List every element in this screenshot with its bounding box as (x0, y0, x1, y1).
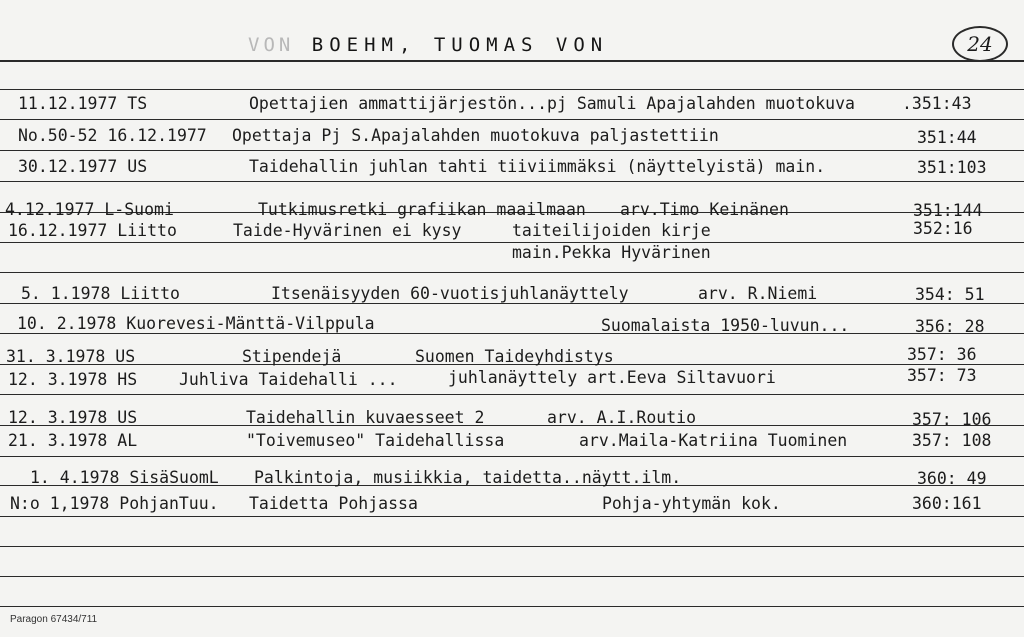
entry-extra-2: main.Pekka Hyvärinen (512, 243, 711, 262)
entry-extra: arv. R.Niemi (698, 284, 818, 303)
card-footer: Paragon 67434/711 (10, 614, 98, 625)
entry-date: No.50-52 16.12.1977 (18, 126, 207, 145)
entry-ref: 354: 51 (915, 285, 985, 304)
rule-line (0, 150, 1024, 151)
entry-ref: 357: 106 (912, 410, 992, 429)
entry-ref: .351:43 (902, 94, 972, 113)
entry-ref: 360: 49 (917, 469, 987, 488)
entry-extra: Pohja-yhtymän kok. (602, 494, 781, 513)
rule-line (0, 576, 1024, 577)
card-title (248, 34, 608, 56)
entry-date: 4.12.1977 L-Suomi (5, 200, 174, 219)
entry-ref: 351:44 (917, 128, 977, 147)
entry-text: Taidetta Pohjassa (249, 494, 418, 513)
title-name: BOEHM, TUOMAS VON (311, 34, 609, 56)
entry-ref: 351:144 (913, 201, 983, 220)
entry-extra: taiteilijoiden kirje (512, 221, 711, 240)
entry-date: 12. 3.1978 HS (8, 370, 138, 389)
entry-date: 10. 2.1978 Kuorevesi-Mänttä-Vilppula (17, 314, 375, 333)
entry-text: Opettaja Pj S.Apajalahden muotokuva paljastettiin (232, 126, 719, 145)
page-number-circle: 24 (952, 26, 1008, 62)
entry-text: Opettajien ammattijärjestön...pj Samuli Apajalahden muotokuva (249, 94, 855, 113)
entry-extra: arv. A.I.Routio (547, 408, 697, 427)
entry-date: N:o 1,1978 PohjanTuu. (10, 494, 219, 513)
entry-text: Taide-Hyvärinen ei kysy (233, 221, 462, 240)
rule-line (0, 456, 1024, 457)
entry-text: Juhliva Taidehalli ... (179, 370, 398, 389)
rule-line (0, 606, 1024, 607)
entry-ref: 351:103 (917, 158, 987, 177)
entry-extra: juhlanäyttely art.Eeva Siltavuori (448, 368, 776, 387)
rule-line (0, 425, 1024, 426)
entry-text: Palkintoja, musiikkia, taidetta..näytt.ilm. (254, 468, 682, 487)
entry-extra: arv.Timo Keinänen (620, 200, 789, 219)
entry-ref: 357: 108 (912, 431, 992, 450)
entry-text: Itsenäisyyden 60-vuotisjuhlanäyttely (271, 284, 629, 303)
rule-line (0, 89, 1024, 90)
entry-text: Stipendejä (242, 347, 342, 366)
entry-text: "Toivemuseo" Taidehallissa (246, 431, 505, 450)
entry-date: 12. 3.1978 US (8, 408, 138, 427)
entry-ref: 352:16 (913, 219, 973, 238)
entry-date: 1. 4.1978 SisäSuomL (30, 468, 219, 487)
entry-date: 21. 3.1978 AL (8, 431, 138, 450)
entry-date: 5. 1.1978 Liitto (21, 284, 180, 303)
entry-ref: 360:161 (912, 494, 982, 513)
rule-line (0, 181, 1024, 182)
header-rule (0, 60, 1024, 62)
entry-text: Taidehallin juhlan tahti tiiviimmäksi (näyttelyistä) main. (249, 157, 826, 176)
entry-ref: 356: 28 (915, 317, 985, 336)
entry-extra: Suomalaista 1950-luvun... (601, 316, 850, 335)
title-prefix: VON (248, 34, 295, 56)
rule-line (0, 516, 1024, 517)
entry-extra: Suomen Taideyhdistys (415, 347, 614, 366)
rule-line (0, 272, 1024, 273)
entry-date: 16.12.1977 Liitto (8, 221, 177, 240)
entry-text: Taidehallin kuvaesseet 2 (246, 408, 485, 427)
entry-date: 11.12.1977 TS (18, 94, 148, 113)
rule-line (0, 546, 1024, 547)
entry-extra: arv.Maila-Katriina Tuominen (579, 431, 848, 450)
entry-ref: 357: 36 (907, 345, 977, 364)
rule-line (0, 119, 1024, 120)
entry-date: 30.12.1977 US (18, 157, 148, 176)
entry-date: 31. 3.1978 US (6, 347, 136, 366)
rule-line (0, 394, 1024, 395)
entry-text: Tutkimusretki grafiikan maailmaan (258, 200, 586, 219)
entry-ref: 357: 73 (907, 366, 977, 385)
